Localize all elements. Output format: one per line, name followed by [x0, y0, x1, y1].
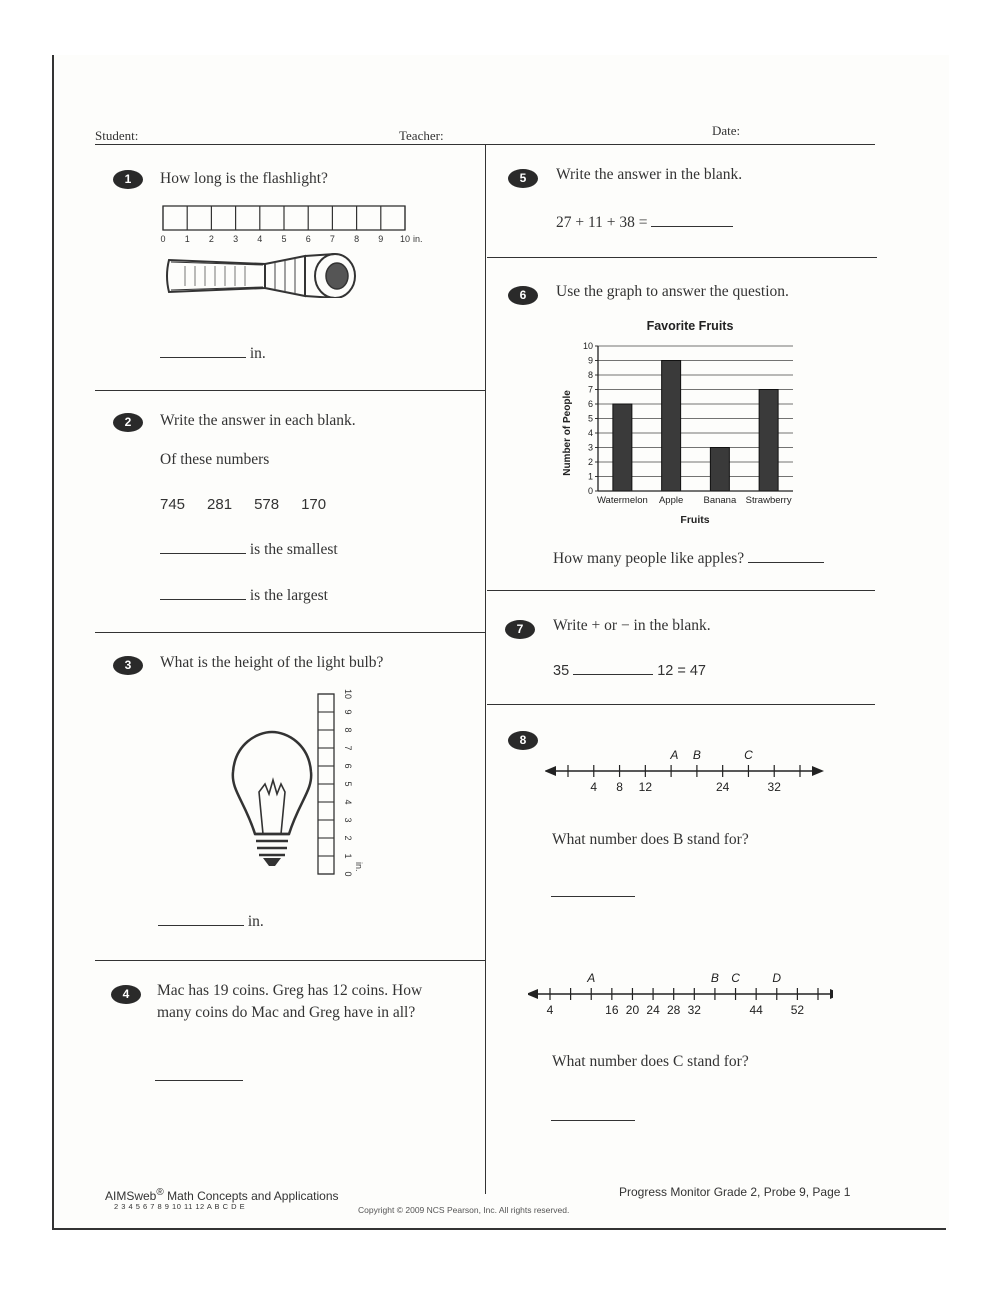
question-number-badge: 3 [113, 656, 143, 675]
q2-prompt: Write the answer in each blank. [160, 412, 356, 429]
q4-prompt-line: Mac has 19 coins. Greg has 12 coins. How [157, 982, 423, 999]
ruler-tick-label: 8 [354, 234, 360, 244]
ruler-tick-label: 7 [329, 234, 335, 244]
chart-y-tick-label: 2 [587, 457, 593, 467]
q5-equation: 27 + 11 + 38 = [556, 214, 648, 231]
registered-mark: ® [156, 1187, 164, 1198]
footer-brand [105, 1187, 339, 1203]
arrow-right-icon [812, 766, 824, 776]
number-item: 745 [160, 496, 186, 513]
favorite-fruits-chart [545, 312, 835, 534]
number-line-letter: B [710, 971, 719, 985]
row-divider-q6 [487, 590, 875, 591]
ruler-tick-label: 10 [343, 688, 353, 700]
q6-question-row [553, 550, 824, 568]
number-line-letter: A [670, 748, 679, 762]
q1-answer-unit: in. [249, 345, 266, 362]
ruler-tick-label: 0 [343, 871, 353, 877]
ruler-unit-label: in. [413, 234, 423, 244]
chart-bar [759, 390, 778, 492]
chart-y-tick-label: 10 [582, 341, 593, 351]
date-label: Date: [712, 123, 741, 138]
chart-y-tick-label: 6 [587, 399, 593, 409]
chart-y-tick-label: 4 [587, 428, 593, 438]
footer-codes: 2 3 4 5 6 7 8 9 10 11 12 A B C D E [114, 1202, 246, 1211]
q8-question-2: What number does C stand for? [552, 1053, 749, 1070]
number-line-label: 4 [590, 780, 598, 794]
number-item: 281 [207, 496, 233, 513]
number-line-label: 44 [749, 1003, 763, 1017]
ruler-tick-label: 1 [184, 234, 190, 244]
chart-y-tick-label: 0 [587, 486, 593, 496]
teacher-label: Teacher: [399, 128, 444, 143]
number-line-label: 4 [546, 1003, 554, 1017]
q7-right-side: 12 = 47 [657, 663, 706, 679]
number-line-letter: B [692, 748, 701, 762]
flashlight-icon [167, 254, 355, 298]
q1-prompt: How long is the flashlight? [160, 170, 328, 187]
column-divider [485, 144, 486, 1194]
number-line-label: 12 [638, 780, 653, 794]
ruler-tick-label: 6 [305, 234, 311, 244]
question-number-badge: 2 [113, 413, 143, 432]
row-divider-q1 [95, 390, 485, 391]
ruler-tick-label: 4 [257, 234, 263, 244]
chart-y-tick-label: 8 [587, 370, 593, 380]
ruler-tick-label: 6 [343, 763, 353, 769]
arrow-left-icon [545, 766, 556, 776]
answer-blank[interactable] [551, 1120, 635, 1121]
ruler-tick-label: 2 [208, 234, 214, 244]
number-item: 578 [254, 496, 280, 513]
chart-x-tick-label: Watermelon [596, 495, 648, 506]
q3-answer-unit: in. [247, 913, 264, 930]
q7-left-number: 35 [553, 663, 570, 679]
chart-x-axis-label: Fruits [680, 514, 710, 526]
student-label: Student: [95, 128, 139, 143]
number-line-1 [545, 742, 835, 800]
chart-title: Favorite Fruits [646, 319, 734, 333]
question-number-badge: 5 [508, 169, 538, 188]
q5-equation-row [556, 214, 733, 232]
arrow-right-icon [830, 989, 833, 999]
answer-blank[interactable] [160, 599, 246, 600]
page-bottom-edge [52, 1228, 946, 1230]
q2-number-list [160, 496, 326, 513]
number-line-letter: A [587, 971, 596, 985]
q2-largest-row [160, 587, 328, 605]
chart-y-axis-label: Number of People [562, 390, 573, 476]
chart-x-tick-label: Banana [703, 495, 737, 506]
ruler-tick-label: 9 [343, 709, 353, 715]
q1-answer [160, 345, 266, 363]
chart-y-tick-label: 3 [587, 442, 593, 453]
ruler-tick-label: 1 [343, 853, 353, 859]
light-bulb-ruler-figure [225, 684, 365, 884]
chart-y-tick-label: 9 [587, 355, 593, 366]
chart-x-tick-label: Strawberry [745, 495, 792, 506]
question-number-badge: 1 [113, 170, 143, 189]
answer-blank[interactable] [160, 553, 246, 554]
number-line-label: 32 [767, 780, 781, 794]
number-line-label: 16 [605, 1003, 619, 1017]
question-number-badge: 6 [508, 286, 538, 305]
number-line-2 [528, 965, 833, 1023]
number-line-letter: C [731, 971, 740, 985]
ruler-tick-label: 5 [343, 781, 353, 787]
number-line-label: 28 [667, 1003, 681, 1017]
q5-prompt: Write the answer in the blank. [556, 166, 743, 183]
vertical-ruler [318, 689, 364, 877]
q2-smallest-row [160, 541, 338, 559]
chart-y-tick-label: 7 [587, 384, 593, 395]
answer-blank[interactable] [651, 226, 733, 227]
ruler [160, 206, 422, 244]
arrow-left-icon [528, 989, 538, 999]
ruler-tick-label: 3 [233, 234, 239, 244]
q7-prompt: Write + or − in the blank. [553, 617, 711, 634]
number-line-label: 32 [687, 1003, 701, 1017]
q4-prompt-line: many coins do Mac and Greg have in all? [157, 1004, 416, 1021]
chart-y-tick-label: 1 [587, 471, 593, 482]
q4-prompt [157, 980, 422, 1024]
row-divider-q7 [487, 704, 875, 705]
ruler-tick-label: 2 [343, 835, 353, 841]
answer-blank[interactable] [155, 1080, 243, 1081]
q2-largest-label: is the largest [249, 587, 328, 604]
q3-prompt: What is the height of the light bulb? [160, 654, 384, 671]
q7-equation-row [553, 663, 706, 679]
q6-question: How many people like apples? [553, 550, 745, 567]
number-line-letter: D [772, 971, 782, 985]
ruler-tick-label: 9 [378, 234, 384, 244]
row-divider-q5 [487, 257, 877, 258]
footer-probe-info: Progress Monitor Grade 2, Probe 9, Page 1 [619, 1185, 851, 1199]
number-line-label: 20 [625, 1003, 640, 1017]
q2-subprompt: Of these numbers [160, 451, 270, 468]
q3-answer [158, 913, 264, 931]
answer-blank[interactable] [748, 562, 824, 563]
ruler-tick-label: 3 [343, 817, 353, 823]
ruler-tick-label: 4 [343, 799, 353, 805]
row-divider-q2 [95, 632, 485, 633]
chart-bar [613, 404, 632, 491]
ruler-tick-label: 10 [399, 234, 411, 244]
number-line-label: 24 [715, 780, 730, 794]
row-divider-q3 [95, 960, 485, 961]
chart-y-tick-label: 5 [587, 413, 593, 424]
ruler-tick-label: 0 [160, 234, 166, 244]
ruler-tick-label: 8 [343, 727, 353, 733]
ruler-tick-label: 5 [281, 234, 287, 244]
operator-blank[interactable] [573, 674, 653, 675]
answer-blank[interactable] [160, 357, 246, 358]
q6-prompt: Use the graph to answer the question. [556, 283, 789, 300]
number-line-label: 8 [616, 780, 623, 794]
question-number-badge: 4 [111, 985, 141, 1004]
number-line-letter: C [744, 748, 753, 762]
product-name: Math Concepts and Applications [163, 1189, 339, 1203]
answer-blank[interactable] [158, 925, 244, 926]
light-bulb-icon [233, 732, 311, 866]
question-number-badge: 8 [508, 731, 538, 750]
q8-question-1: What number does B stand for? [552, 831, 749, 848]
flashlight-ruler-figure [155, 198, 455, 298]
chart-bar [662, 361, 681, 492]
question-number-badge: 7 [505, 620, 535, 639]
footer-copyright: Copyright © 2009 NCS Pearson, Inc. All rights reserved. [358, 1205, 570, 1215]
number-line-label: 52 [790, 1003, 805, 1017]
ruler-tick-label: 7 [343, 745, 353, 751]
q2-smallest-label: is the smallest [249, 541, 338, 558]
chart-bar [710, 448, 729, 492]
chart-x-tick-label: Apple [658, 495, 684, 506]
ruler-unit-label: in. [354, 862, 364, 872]
answer-blank[interactable] [551, 896, 635, 897]
number-line-label: 24 [646, 1003, 660, 1017]
brand-name: AIMSweb [105, 1189, 157, 1203]
number-item: 170 [301, 496, 327, 513]
